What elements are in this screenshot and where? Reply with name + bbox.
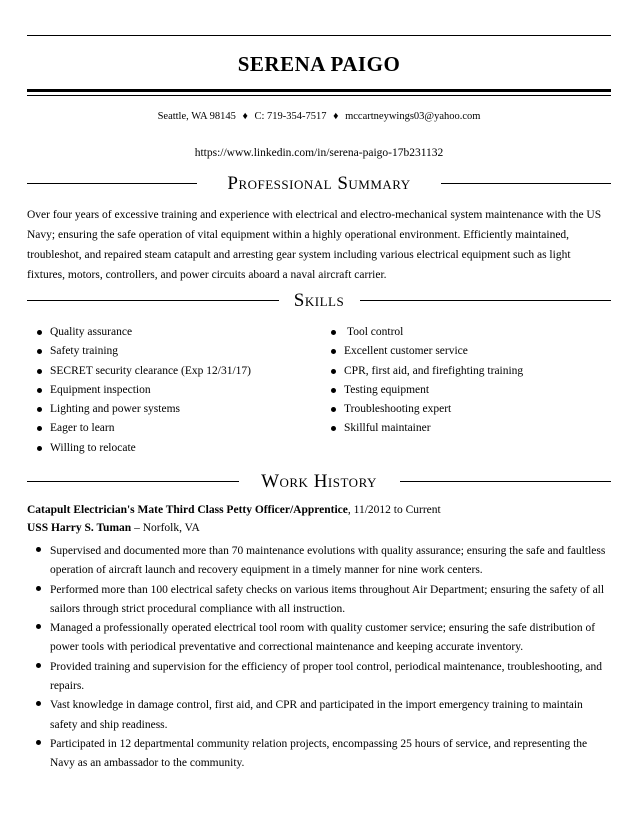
duty-item: Managed a professionally operated electrical tool room with quality customer service; ensuring the safe distribution of power tools with periodical preventative and correctional maintenance and keeping accurate inventory. <box>36 619 611 658</box>
location: Seattle, WA 98145 <box>157 111 236 122</box>
skills-list-left <box>35 323 251 458</box>
skill-item: Troubleshooting expert <box>329 400 523 419</box>
job-employer-line <box>27 519 200 537</box>
name-thick-rule <box>27 89 611 92</box>
duty-item: Provided training and supervision for the efficiency of proper tool control, periodical maintenance, troubleshooting, and repairs. <box>36 658 611 697</box>
section-title-work-history: Work History <box>0 471 638 493</box>
skill-item: Eager to learn <box>35 419 251 438</box>
summary-text: Over four years of excessive training and experience with electrical and electro-mechanical system maintenance with the US Navy; ensuring the safe operation of vital equipment within a highly operational environment. Efficiently maintained, troubleshot, and repaired steam catapult and arresting gear system including various electrical equipment such as light fixtures, motors, controllers, and power circuits aboard a naval aircraft carrier. <box>27 209 602 281</box>
separator-icon: ♦ <box>242 111 248 122</box>
job-location: – Norfolk, VA <box>131 522 200 534</box>
skill-item: Excellent customer service <box>329 342 523 361</box>
section-title-summary: Professional Summary <box>0 173 638 195</box>
separator-icon: ♦ <box>333 111 339 122</box>
skill-item: Lighting and power systems <box>35 400 251 419</box>
job-position: Catapult Electrician's Mate Third Class Petty Officer/Apprentice <box>27 504 348 516</box>
duty-item: Supervised and documented more than 70 maintenance evolutions with quality assurance; ensuring the safe and faultless operation of aircraft launch and recovery equipment in a timely manner for nine work centers. <box>36 542 611 581</box>
duty-item: Performed more than 100 electrical safety checks on various items throughout Air Department; ensuring the safety of all sailors through strict procedural compliance with all instruction. <box>36 581 611 620</box>
contact-line <box>0 111 638 122</box>
candidate-name: SERENA PAIGO <box>237 52 401 76</box>
job-duties-list <box>36 542 611 774</box>
phone: C: 719-354-7517 <box>254 111 327 122</box>
skills-list-right <box>329 323 523 439</box>
skill-item: Skillful maintainer <box>329 419 523 438</box>
skill-item: Equipment inspection <box>35 381 251 400</box>
duty-item: Vast knowledge in damage control, first aid, and CPR and participated in the import emergency training to maintain safety and ship readiness. <box>36 696 611 735</box>
section-title-skills: Skills <box>0 290 638 312</box>
skill-item: Quality assurance <box>35 323 251 342</box>
skill-item: Tool control <box>329 323 523 342</box>
job-title-line <box>27 501 441 519</box>
skill-item: CPR, first aid, and firefighting training <box>329 362 523 381</box>
email-link[interactable]: mccartneywings03@yahoo.com <box>345 111 481 122</box>
linkedin-link[interactable]: https://www.linkedin.com/in/serena-paigo-17b231132 <box>194 147 444 159</box>
name-thin-rule <box>27 95 611 96</box>
skill-item: SECRET security clearance (Exp 12/31/17) <box>35 362 251 381</box>
skill-item: Safety training <box>35 342 251 361</box>
top-rule <box>27 35 611 36</box>
duty-item: Participated in 12 departmental community relation projects, encompassing 25 hours of service, and representing the Navy as an ambassador to the community. <box>36 735 611 774</box>
job-employer: USS Harry S. Tuman <box>27 522 132 534</box>
skill-item: Testing equipment <box>329 381 523 400</box>
skill-item: Willing to relocate <box>35 439 251 458</box>
job-dates: , 11/2012 to Current <box>347 504 441 516</box>
